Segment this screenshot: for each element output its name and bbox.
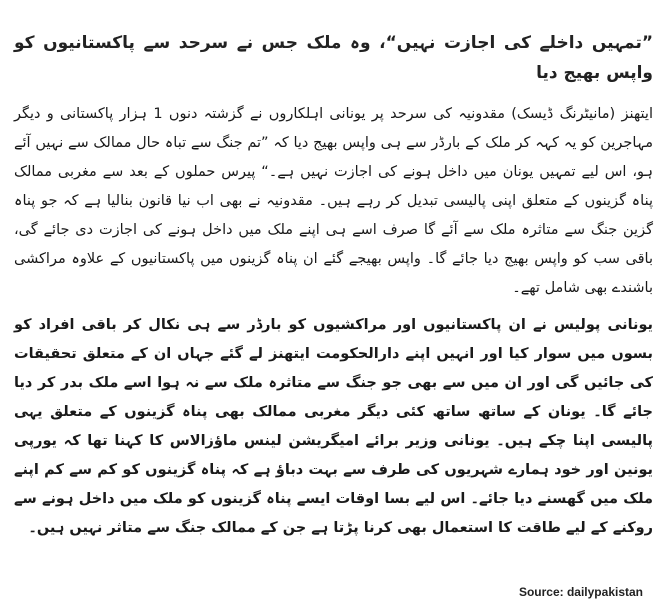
article-paragraph: یونانی پولیس نے ان پاکستانیوں اور مراکشیوں کو بارڈر سے ہی نکال کر باقی افراد کو بسوں میں سوار کیا اور انہیں اپنے دارالحکومت ایتھنز لے گئے جہاں ان کے متعلق تحقیقات کی جائیں گی اور ان میں سے بھی جو جنگ سے متاثرہ ملک سے نہ ہوا اسے ملک بدر کر دیا جائے گا۔ یونان کے ساتھ ساتھ کئی دیگر مغربی ممالک بھی پناہ گزینوں کے متعلق یہی پالیسی اپنا چکے ہیں۔ یونانی وزیر برائے امیگریشن لینس ماؤزالاس کا کہنا تھا کہ یورپی یونین اور خود ہمارے شہریوں کی طرف سے بہت دباؤ ہے کہ پناہ گزینوں کو کم سے کم اپنے ملک میں گھسنے دیا جائے۔ اس لیے بسا اوقات ایسے پناہ گزینوں کو ملک میں داخل ہونے سے روکنے کے لیے طاقت کا استعمال بھی کرنا پڑتا ہے جن کے ممالک جنگ سے متاثر نہیں ہیں۔ xyxy=(14,317,653,536)
news-article xyxy=(14,10,653,611)
article-paragraph: ایتھنز (مانیٹرنگ ڈیسک) مقدونیہ کی سرحد پر یونانی اہلکاروں نے گزشتہ دنوں 1 ہزار پاکستانی و دیگر مہاجرین کو یہ کہہ کر ملک کے بارڈر سے ہی واپس بھیج دیا کہ ”تم جنگ سے تباہ حال ممالک سے نہیں آئے ہو، اس لیے تمہیں یونان میں داخل ہونے کی اجازت نہیں ہے۔“ پیرس حملوں کے بعد سے مغربی ممالک پناہ گزینوں کے متعلق اپنی پالیسی تبدیل کر رہے ہیں۔ مقدونیہ نے بھی اب نیا قانون بنالیا ہے کہ جو پناہ گزین جنگ سے متاثرہ ملک سے آئے گا صرف اسے ہی اپنے ملک میں داخل ہونے کی اجازت دی جائے گی، باقی سب کو واپس بھیج دیا جائے گا۔ واپس بھیجے گئے ان پناہ گزینوں میں پاکستانیوں کے علاوہ مراکشی باشندے بھی شامل تھے۔ xyxy=(14,106,653,296)
article-headline: ”تمہیں داخلے کی اجازت نہیں“، وہ ملک جس نے سرحد سے پاکستانیوں کو واپس بھیج دیا xyxy=(14,33,653,83)
source-credit: Source: dailypakistan xyxy=(518,585,643,599)
